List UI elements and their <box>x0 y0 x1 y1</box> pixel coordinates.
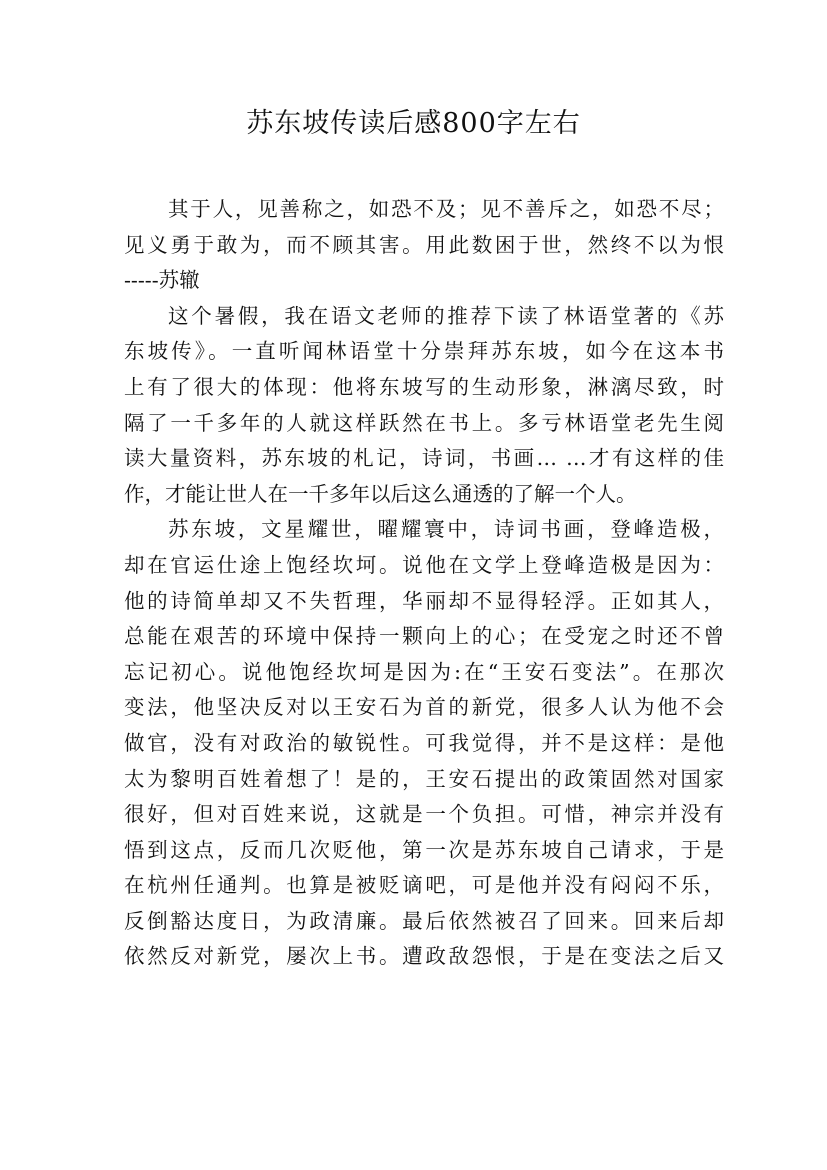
text-line: 反倒豁达度日，为政清廉。最后依然被召了回来。回来后却 <box>124 908 724 933</box>
text-line: 东坡传》。一直听闻林语堂十分崇拜苏东坡，如今在这本书 <box>124 339 724 364</box>
text-line: 他的诗简单却又不失哲理，华丽却不显得轻浮。正如其人， <box>124 588 724 613</box>
text-line: 在杭州任通判。也算是被贬谪吧，可是他并没有闷闷不乐， <box>124 873 724 898</box>
document-title: 苏东坡传读后感800字左右 <box>246 108 581 139</box>
text-line: 悟到这点，反而几次贬他，第一次是苏东坡自己请求，于是 <box>124 837 724 862</box>
text-line: 忘记初心。说他饱经坎坷是因为:在“王安石变法”。在那次 <box>124 659 724 684</box>
text-line: 苏东坡，文星耀世，曜耀寰中，诗词书画，登峰造极， <box>168 517 724 542</box>
text-line: 做官，没有对政治的敏锐性。可我觉得，并不是这样：是他 <box>124 730 724 755</box>
text-line: 上有了很大的体现：他将东坡写的生动形象，淋漓尽致，时 <box>124 374 724 399</box>
document-body <box>124 192 724 975</box>
text-line: 却在官运仕途上饱经坎坷。说他在文学上登峰造极是因为： <box>124 552 724 577</box>
text-line: 其于人，见善称之，如恐不及；见不善斥之，如恐不尽； <box>168 197 724 221</box>
text-line: 总能在艰苦的环境中保持一颗向上的心；在受宠之时还不曾 <box>124 624 724 649</box>
text-line: 作，才能让世人在一千多年以后这么通透的了解一个人。 <box>124 481 637 506</box>
text-line: 隔了一千多年的人就这样跃然在书上。多亏林语堂老先生阅 <box>124 410 724 435</box>
text-line: 很好，但对百姓来说，这就是一个负担。可惜，神宗并没有 <box>124 802 724 827</box>
text-line: 这个暑假，我在语文老师的推荐下读了林语堂著的《苏 <box>168 303 724 328</box>
text-line: 读大量资料，苏东坡的札记，诗词，书画… …才有这样的佳 <box>124 446 724 471</box>
text-line: -----苏辙 <box>124 268 200 293</box>
text-line: 见义勇于敢为，而不顾其害。用此数困于世，然终不以为恨 <box>124 232 724 257</box>
text-line: 依然反对新党，屡次上书。遭政敌怨恨，于是在变法之后又 <box>124 944 724 969</box>
text-line: 太为黎明百姓着想了！是的，王安石提出的政策固然对国家 <box>124 766 724 791</box>
text-line: 变法，他坚决反对以王安石为首的新党，很多人认为他不会 <box>124 695 724 720</box>
